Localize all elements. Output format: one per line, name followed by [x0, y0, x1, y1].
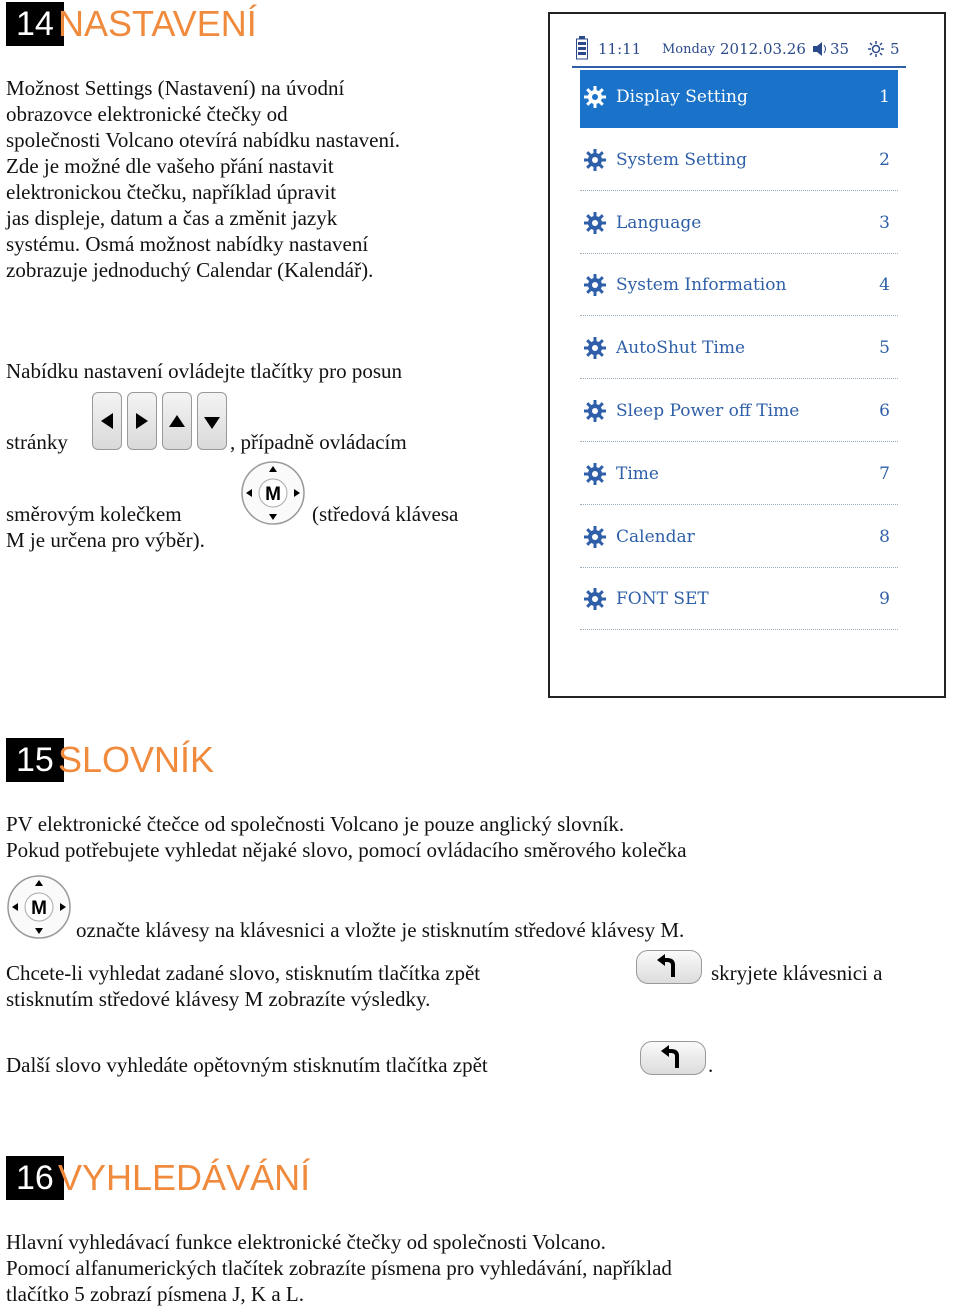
- device-settings-screenshot: [548, 12, 946, 698]
- text-line: jas displeje, datum a čas a změnit jazyk: [6, 206, 338, 230]
- menu-item: [580, 258, 898, 316]
- text-line: stránky: [6, 430, 68, 454]
- back-button-icon: [640, 1041, 706, 1075]
- menu-item-label: System Setting: [616, 149, 748, 170]
- menu-item-label: AutoShut Time: [616, 338, 746, 359]
- menu-divider: [580, 441, 898, 442]
- status-bar: [572, 36, 932, 62]
- status-divider: [572, 66, 906, 68]
- text-line: elektronickou čtečku, například úpravit: [6, 180, 337, 204]
- menu-divider: [580, 190, 898, 191]
- gear-icon: [583, 399, 607, 423]
- text-line: PV elektronické čtečce od společnosti Volcano je pouze anglický slovník.: [6, 812, 625, 836]
- menu-item-index: 8: [879, 526, 890, 547]
- gear-icon: [583, 587, 607, 611]
- menu-divider: [580, 629, 898, 630]
- section-title: NASTAVENÍ: [58, 3, 257, 44]
- menu-item-index: 2: [879, 149, 890, 170]
- text-line: skryjete klávesnici a: [711, 961, 883, 985]
- text-line: Nabídku nastavení ovládejte tlačítky pro posun: [6, 359, 402, 383]
- section-title: SLOVNÍK: [58, 739, 215, 780]
- text-line: směrovým kolečkem: [6, 502, 182, 526]
- text-line: společnosti Volcano otevírá nabídku nastavení.: [6, 128, 401, 152]
- gear-icon: [583, 462, 607, 486]
- text-line: , případně ovládacím: [230, 430, 407, 454]
- wheel-center-label: M: [265, 484, 281, 505]
- menu-item-label: Display Setting: [616, 87, 748, 107]
- text-line: obrazovce elektronické čtečky od: [6, 102, 288, 126]
- wheel-center-label: M: [31, 898, 47, 919]
- section-number: 15: [6, 738, 64, 782]
- text-line: Další slovo vyhledáte opětovným stisknutím tlačítka zpět: [6, 1053, 488, 1077]
- gear-icon: [583, 148, 607, 172]
- menu-item-index: 3: [879, 212, 890, 233]
- section-number: 14: [6, 2, 64, 46]
- section-14-heading: [6, 2, 257, 46]
- section-15-heading: [6, 738, 214, 782]
- menu-item-label: Calendar: [616, 526, 695, 547]
- menu-item-index: 9: [879, 589, 890, 610]
- menu-item-index: 4: [879, 275, 890, 296]
- right-arrow-icon: [127, 392, 157, 450]
- gear-icon: [583, 336, 607, 360]
- back-button-icon: [636, 950, 702, 984]
- text-line: Pomocí alfanumerických tlačítek zobrazíte písmena pro vyhledávání, například: [6, 1256, 672, 1280]
- menu-item-index: 1: [879, 87, 890, 107]
- menu-item-label: Sleep Power off Time: [616, 401, 800, 421]
- menu-item-label: System Information: [616, 275, 787, 296]
- left-arrow-icon: [92, 392, 122, 450]
- gear-icon: [583, 85, 607, 109]
- text-line: (středová klávesa: [312, 502, 459, 526]
- gear-icon: [583, 211, 607, 235]
- gear-icon: [583, 273, 607, 297]
- volume-level: 35: [830, 40, 850, 58]
- menu-item-label: Time: [616, 463, 659, 484]
- text-line: tlačítko 5 zobrazí písmena J, K a L.: [6, 1282, 304, 1306]
- navigation-wheel-icon: [6, 874, 72, 940]
- date: 2012.03.26: [720, 40, 806, 58]
- menu-item: [580, 510, 898, 568]
- text-line: M je určena pro výběr).: [6, 528, 205, 552]
- menu-divider: [580, 315, 898, 316]
- volume-icon: [812, 41, 828, 61]
- menu-item: [580, 572, 898, 630]
- section-title: VYHLEDÁVÁNÍ: [58, 1157, 311, 1198]
- gear-icon: [583, 525, 607, 549]
- menu-item-index: 7: [879, 463, 890, 484]
- down-arrow-icon: [197, 392, 227, 450]
- menu-item-index: 6: [879, 401, 890, 421]
- menu-divider: [580, 253, 898, 254]
- text-line: .: [708, 1053, 714, 1077]
- menu-divider: [580, 378, 898, 379]
- brightness-level: 5: [890, 40, 900, 58]
- text-line: Zde je možné dle vašeho přání nastavit: [6, 154, 334, 178]
- menu-item: [580, 70, 898, 128]
- menu-item: [580, 321, 898, 379]
- brightness-icon: [868, 41, 884, 61]
- clock-time: 11:11: [598, 40, 642, 58]
- text-line: stisknutím středové klávesy M zobrazíte výsledky.: [6, 987, 431, 1011]
- menu-item: [580, 384, 898, 442]
- menu-divider: [580, 567, 898, 568]
- menu-divider: [580, 504, 898, 505]
- section-16-heading: [6, 1156, 310, 1200]
- menu-item: [580, 196, 898, 254]
- battery-icon: [576, 36, 588, 64]
- up-arrow-icon: [162, 392, 192, 450]
- text-line: zobrazuje jednoduchý Calendar (Kalendář).: [6, 258, 374, 282]
- text-line: Pokud potřebujete vyhledat nějaké slovo, pomocí ovládacího směrového kolečka: [6, 838, 687, 862]
- text-line: Možnost Settings (Nastavení) na úvodní: [6, 76, 345, 100]
- weekday: Monday: [662, 42, 715, 57]
- text-line: Hlavní vyhledávací funkce elektronické čtečky od společnosti Volcano.: [6, 1230, 606, 1254]
- text-line: označte klávesy na klávesnici a vložte je stisknutím středové klávesy M.: [76, 918, 685, 942]
- menu-item-label: Language: [616, 212, 702, 233]
- menu-item-index: 5: [879, 338, 890, 359]
- text-line: systému. Osmá možnost nabídky nastavení: [6, 232, 369, 256]
- navigation-wheel-icon: [240, 460, 306, 526]
- menu-item: [580, 133, 898, 191]
- menu-item-label: FONT SET: [616, 589, 709, 610]
- menu-item: [580, 447, 898, 505]
- section-number: 16: [6, 1156, 64, 1200]
- text-line: Chcete-li vyhledat zadané slovo, stisknutím tlačítka zpět: [6, 961, 481, 985]
